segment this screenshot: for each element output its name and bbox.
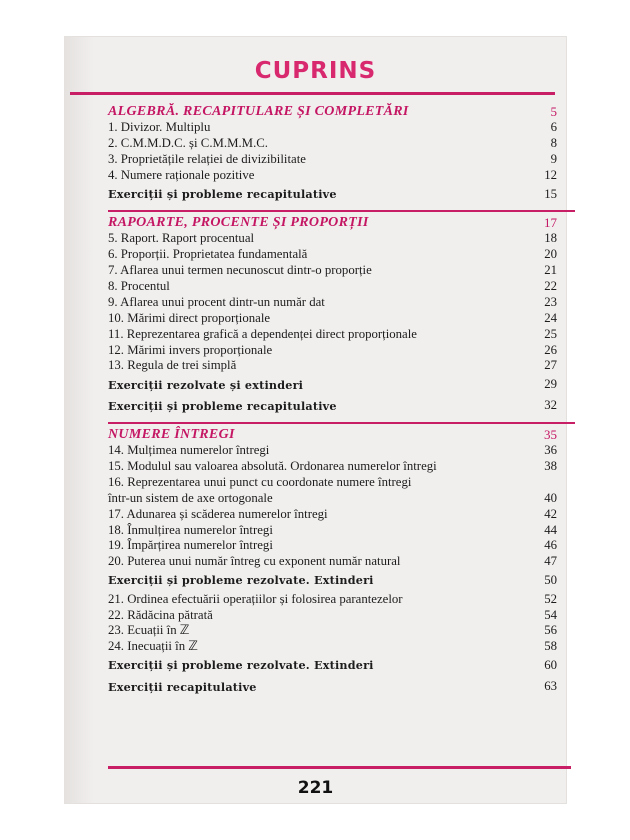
entry-title: 4. Numere raționale pozitive — [108, 168, 255, 183]
section-heading[interactable] — [108, 104, 557, 120]
entry-title: Exerciții și probleme recapitulative — [108, 398, 337, 413]
entry-page: 12 — [544, 168, 557, 183]
bottom-divider — [108, 766, 571, 769]
entry-page: 50 — [544, 572, 557, 587]
entry-page: 24 — [544, 310, 557, 325]
entry-page: 21 — [544, 263, 557, 278]
entry-page: 23 — [544, 294, 557, 309]
entry-title: 2. C.M.M.D.C. și C.M.M.M.C. — [108, 136, 268, 151]
section-title: NUMERE ÎNTREGI — [108, 426, 235, 442]
entry-title: 24. Inecuații în ℤ — [108, 639, 198, 654]
toc-entry[interactable] — [108, 607, 557, 623]
entry-title: 5. Raport. Raport procentual — [108, 231, 255, 246]
entry-page: 25 — [544, 326, 557, 341]
toc-entry[interactable] — [108, 152, 557, 168]
entry-title: 22. Rădăcina pătrată — [108, 607, 213, 622]
entry-title: 3. Proprietățile relației de divizibilitate — [108, 152, 306, 167]
toc-entry[interactable] — [108, 506, 557, 522]
toc-entry[interactable] — [108, 294, 557, 310]
toc-entry[interactable] — [108, 136, 557, 152]
toc-entry[interactable] — [108, 279, 557, 295]
entry-page: 63 — [544, 679, 557, 694]
entry-page: 40 — [544, 490, 557, 505]
entry-page: 52 — [544, 591, 557, 606]
toc-entry[interactable] — [108, 474, 557, 490]
section-heading[interactable] — [108, 427, 557, 443]
entry-page: 15 — [544, 186, 557, 201]
book-page — [64, 36, 567, 804]
entry-title: 21. Ordinea efectuării operațiilor și folosirea parantezelor — [108, 591, 403, 606]
title-divider — [70, 92, 555, 95]
entry-title: 10. Mărimi direct proporționale — [108, 310, 271, 325]
entry-title: 18. Înmulțirea numerelor întregi — [108, 522, 273, 537]
toc-entry[interactable] — [108, 554, 557, 570]
entry-title: 19. Împărțirea numerelor întregi — [108, 538, 273, 553]
entry-title: Exerciții și probleme rezolvate. Extinderi — [108, 573, 374, 588]
toc-entry[interactable] — [108, 168, 557, 184]
section-page: 17 — [544, 214, 557, 230]
entry-title: 16. Reprezentarea unui punct cu coordonate numere întregi — [108, 474, 412, 489]
entry-page: 38 — [544, 458, 557, 473]
toc-entry[interactable] — [108, 358, 557, 374]
section-page: 35 — [544, 426, 557, 442]
entry-page: 60 — [544, 657, 557, 672]
section-divider — [108, 422, 575, 424]
toc-exercise-entry[interactable] — [108, 655, 557, 676]
entry-title: 13. Regula de trei simplă — [108, 358, 237, 373]
toc-entry[interactable] — [108, 623, 557, 639]
entry-page: 22 — [544, 278, 557, 293]
page-number: 221 — [297, 778, 334, 798]
toc-exercise-entry[interactable] — [108, 570, 557, 591]
entry-title: într-un sistem de axe ortogonale — [108, 490, 273, 505]
entry-title: 14. Mulțimea numerelor întregi — [108, 443, 270, 458]
toc-entry[interactable] — [108, 591, 557, 607]
entry-page: 32 — [544, 398, 557, 413]
section-title: ALGEBRĂ. RECAPITULARE ȘI COMPLETĂRI — [108, 103, 409, 119]
toc-entry[interactable] — [108, 443, 557, 459]
page-title: CUPRINS — [254, 58, 377, 84]
entry-title: 8. Procentul — [108, 278, 170, 293]
entry-title: 9. Aflarea unui procent dintr-un număr dat — [108, 294, 325, 309]
entry-title: 17. Adunarea și scăderea numerelor întregi — [108, 506, 328, 521]
entry-title: Exerciții recapitulative — [108, 679, 257, 694]
section-title: RAPOARTE, PROCENTE ȘI PROPORȚII — [108, 214, 369, 230]
toc-entry[interactable] — [108, 310, 557, 326]
entry-page: 58 — [544, 639, 557, 654]
entry-page: 44 — [544, 522, 557, 537]
toc-entry[interactable] — [108, 459, 557, 475]
toc-entry[interactable] — [108, 538, 557, 554]
entry-page: 8 — [550, 136, 557, 151]
toc-exercise-entry[interactable] — [108, 184, 557, 205]
entry-page: 6 — [550, 120, 557, 135]
entry-page: 9 — [550, 152, 557, 167]
entry-page: 42 — [544, 506, 557, 521]
section-divider — [108, 210, 575, 212]
entry-title: Exerciții și probleme recapitulative — [108, 187, 337, 202]
toc-exercise-entry[interactable] — [108, 395, 557, 416]
section-page: 5 — [550, 103, 557, 119]
section-heading[interactable] — [108, 215, 557, 231]
entry-page: 47 — [544, 554, 557, 569]
entry-title: 1. Divizor. Multiplu — [108, 120, 211, 135]
toc-entry[interactable] — [108, 522, 557, 538]
entry-page: 54 — [544, 607, 557, 622]
entry-title: 11. Reprezentarea grafică a dependenței direct proporționale — [108, 326, 417, 341]
entry-page: 29 — [544, 377, 557, 392]
entry-title: 12. Mărimi invers proporționale — [108, 342, 273, 357]
entry-page: 20 — [544, 247, 557, 262]
entry-title: Exerciții și probleme rezolvate. Extinderi — [108, 658, 374, 673]
entry-page: 46 — [544, 538, 557, 553]
toc-entry[interactable] — [108, 263, 557, 279]
page-shadow — [64, 36, 94, 804]
entry-title: 23. Ecuații în ℤ — [108, 623, 190, 638]
entry-page: 18 — [544, 231, 557, 246]
toc-entry[interactable] — [108, 247, 557, 263]
entry-title: 6. Proporții. Proprietatea fundamentală — [108, 247, 308, 262]
entry-title: Exerciții rezolvate și extinderi — [108, 377, 304, 392]
toc-exercise-entry[interactable] — [108, 374, 557, 395]
toc-entry[interactable] — [108, 326, 557, 342]
toc-entry[interactable] — [108, 639, 557, 655]
toc-entry[interactable] — [108, 490, 557, 506]
entry-title: 15. Modulul sau valoarea absolută. Ordonarea numerelor întregi — [108, 458, 437, 473]
entry-page: 36 — [544, 443, 557, 458]
entry-title: 20. Puterea unui număr întreg cu exponent număr natural — [108, 554, 401, 569]
toc-entry[interactable] — [108, 231, 557, 247]
entry-page: 56 — [544, 623, 557, 638]
entry-page: 26 — [544, 342, 557, 357]
entry-page: 27 — [544, 358, 557, 373]
entry-title: 7. Aflarea unui termen necunoscut dintr-o proporție — [108, 263, 372, 278]
toc-exercise-entry[interactable] — [108, 676, 557, 697]
toc-entry[interactable] — [108, 342, 557, 358]
toc-entry[interactable] — [108, 120, 557, 136]
